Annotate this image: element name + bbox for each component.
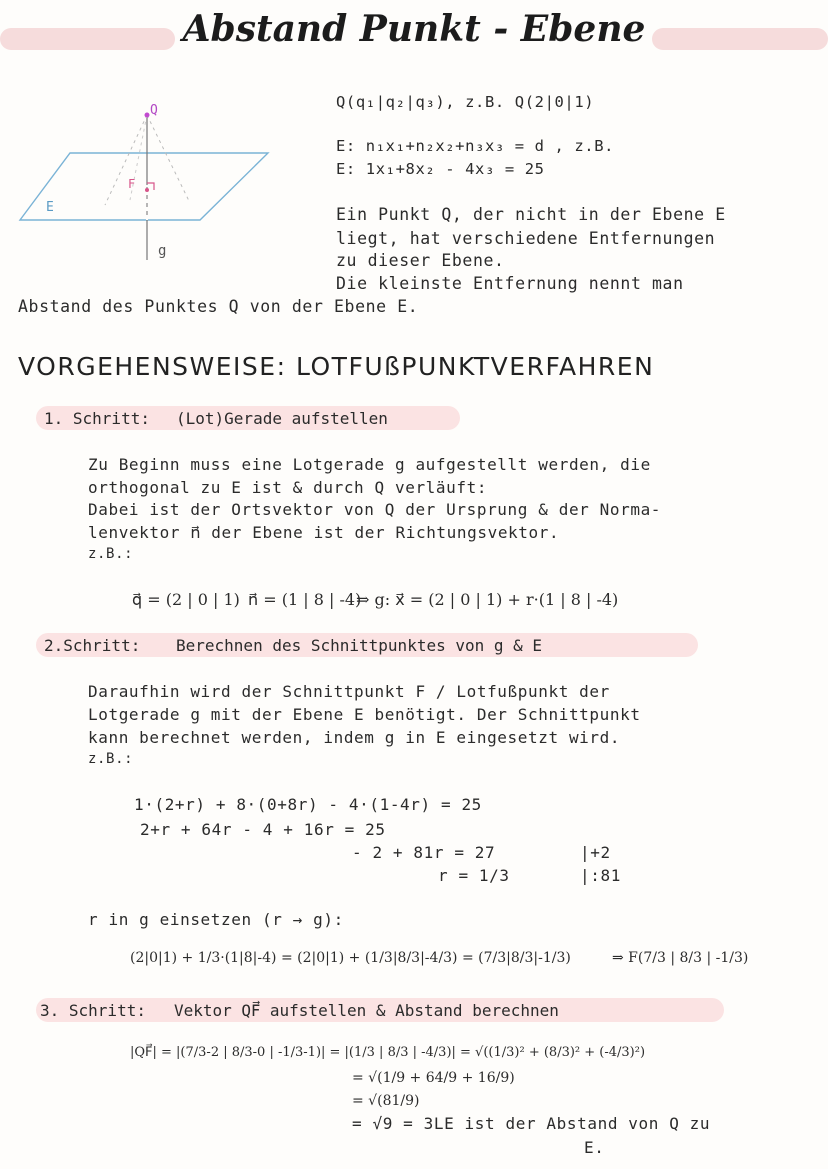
step3-line: = √(81/9) [352,1093,420,1109]
method-heading: VORGEHENSWEISE: LOTFUßPUNKTVERFAHREN [18,352,655,381]
step1-text: Zu Beginn muss eine Lotgerade g aufgestellt werden, die [88,455,651,474]
intro-line: liegt, hat verschiedene Entfernungen [336,229,716,248]
step2-insert-text: r in g einsetzen (r → g): [88,910,344,929]
step2-note: |:81 [580,866,621,885]
step2-text: Lotgerade g mit der Ebene E benötigt. Der Schnittpunkt [88,705,641,724]
step2-label: 2.Schritt: [44,636,141,655]
step2-result-f: ⇒ F(7/3 | 8/3 | -1/3) [612,950,749,966]
step1-label: 1. Schritt: [44,409,150,428]
step2-calc: 1·(2+r) + 8·(0+8r) - 4·(1-4r) = 25 [134,795,482,814]
page-title: Abstand Punkt - Ebene [182,8,646,50]
label-g: g [158,243,168,259]
step1-text: Dabei ist der Ortsvektor von Q der Ursprung & der Norma- [88,500,662,519]
step2-calc: r = 1/3 [438,866,510,885]
point-q [145,113,150,118]
step2-note: |+2 [580,843,611,862]
step1-eq-g: ⇒ g: x⃗ = (2 | 0 | 1) + r·(1 | 8 | -4) [356,590,619,609]
step2-text: kann berechnet werden, indem g in E eingesetzt wird. [88,728,621,747]
plane-diagram [10,95,280,270]
step1-eq-n: n⃗ = (1 | 8 | -4) [248,590,362,609]
step3-title: Vektor QF⃗ aufstellen & Abstand berechnen [174,1001,559,1020]
step2-calc: - 2 + 81r = 27 [352,843,496,862]
plane-example: E: 1x₁+8x₂ - 4x₃ = 25 [336,160,545,178]
step3-label: 3. Schritt: [40,1001,146,1020]
plane-e [20,153,268,220]
point-definition: Q(q₁|q₂|q₃), z.B. Q(2|0|1) [336,93,595,111]
step3-line: |QF⃗| = |(7/3-2 | 8/3-0 | -1/3-1)| = |(1/3 | 8/3 | -4/3)| = √((1/3)² + (8/3)² + (-4/3)²) [130,1045,646,1060]
intro-line: Abstand des Punktes Q von der Ebene E. [18,297,419,316]
step2-insert-eq: (2|0|1) + 1/3·(1|8|-4) = (2|0|1) + (1/3|8/3|-4/3) = (7/3|8/3|-1/3) [130,950,571,966]
intro-line: Ein Punkt Q, der nicht in der Ebene E [336,205,726,224]
step1-eq-q: q⃗ = (2 | 0 | 1) [132,590,240,609]
step1-title: (Lot)Gerade aufstellen [176,409,388,428]
step1-text: z.B.: [88,546,134,562]
step1-text: orthogonal zu E ist & durch Q verläuft: [88,478,488,497]
step3-line: E. [584,1138,605,1157]
step3-line: = √9 = 3LE ist der Abstand von Q zu [352,1114,711,1133]
step2-calc: 2+r + 64r - 4 + 16r = 25 [140,820,386,839]
step2-text: Daraufhin wird der Schnittpunkt F / Lotfußpunkt der [88,682,610,701]
step2-text: z.B.: [88,751,134,767]
intro-line: Die kleinste Entfernung nennt man [336,274,684,293]
step1-text: lenvektor n⃗ der Ebene ist der Richtungsvektor. [88,523,560,542]
point-f [145,188,149,192]
intro-line: zu dieser Ebene. [336,251,505,270]
label-q: Q [150,103,159,118]
step2-title: Berechnen des Schnittpunktes von g & E [176,636,543,655]
plane-general: E: n₁x₁+n₂x₂+n₃x₃ = d , z.B. [336,137,615,155]
label-e: E [46,200,55,215]
label-f: F [128,177,136,191]
step3-line: = √(1/9 + 64/9 + 16/9) [352,1070,515,1086]
